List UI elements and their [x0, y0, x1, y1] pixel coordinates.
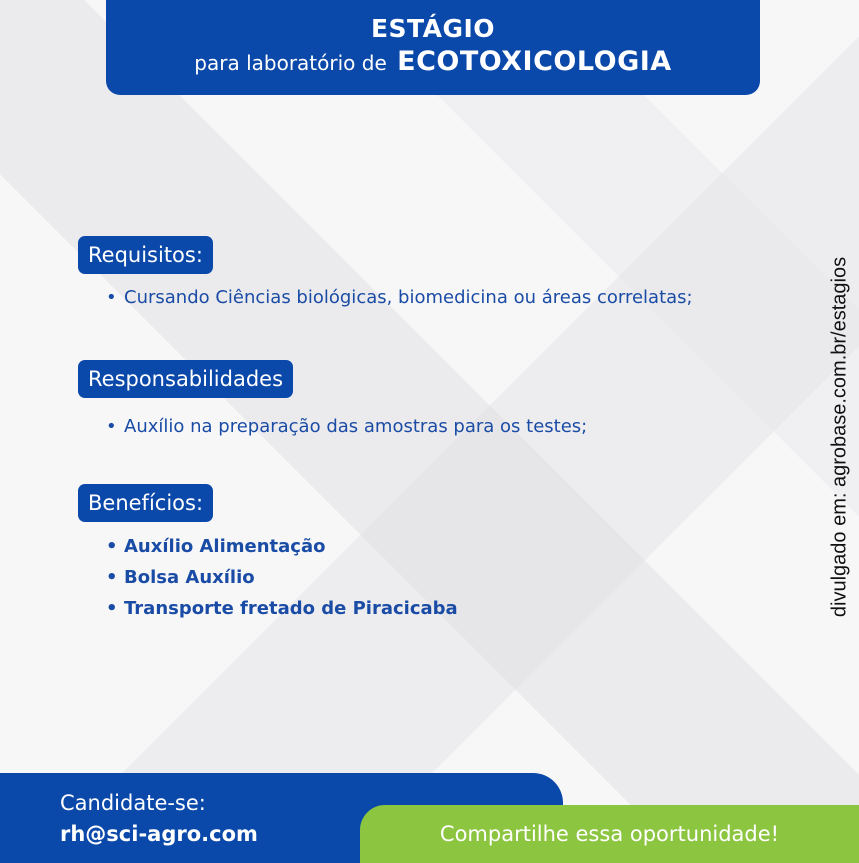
- share-banner: Compartilhe essa oportunidade!: [360, 805, 859, 863]
- apply-email[interactable]: rh@sci-agro.com: [60, 822, 258, 846]
- subtitle-bold: ECOTOXICOLOGIA: [397, 46, 672, 77]
- list-item: • Bolsa Auxílio: [104, 562, 458, 593]
- list-item: • Transporte fretado de Piracicaba: [104, 593, 458, 624]
- requirements-list: [104, 282, 734, 313]
- list-item: • Cursando Ciências biológicas, biomedicina ou áreas correlatas;: [104, 282, 734, 313]
- apply-label: Candidate-se:: [60, 791, 206, 815]
- responsibilities-label: Responsabilidades: [78, 360, 293, 398]
- benefits-label: Benefícios:: [78, 484, 213, 522]
- subtitle: [106, 46, 760, 77]
- list-item: • Auxílio na preparação das amostras para os testes;: [104, 411, 587, 442]
- list-item: • Auxílio Alimentação: [104, 531, 458, 562]
- subtitle-prefix: para laboratório de: [194, 51, 387, 75]
- title-banner: [106, 0, 760, 95]
- responsibilities-list: [104, 411, 587, 442]
- requirements-label: Requisitos:: [78, 236, 213, 274]
- benefits-list: [104, 531, 458, 624]
- source-text: divulgado em: agrobase.com.br/estagios: [828, 256, 851, 618]
- title: ESTÁGIO: [370, 14, 496, 43]
